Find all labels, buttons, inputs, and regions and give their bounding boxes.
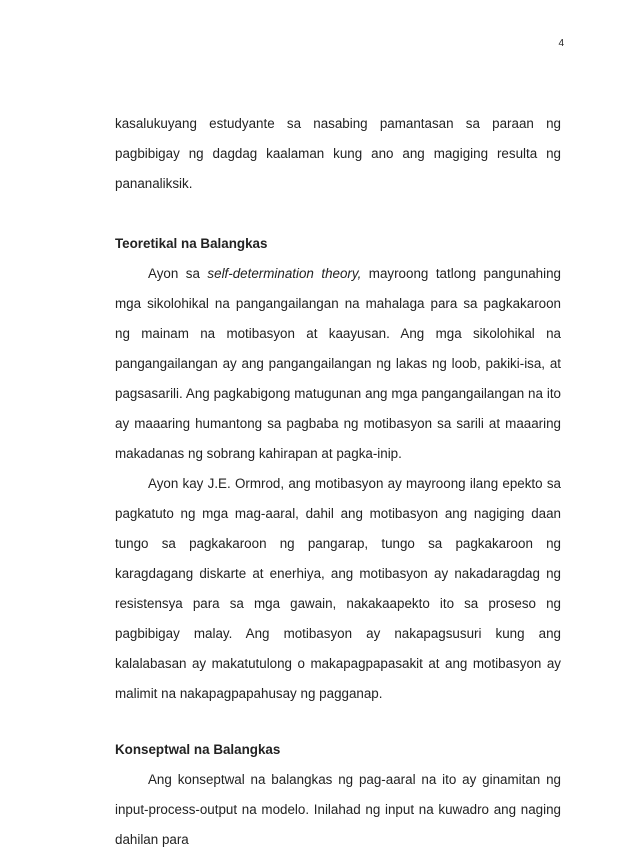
conceptual-paragraph-1: Ang konseptwal na balangkas ng pag-aaral na ito ay ginamitan ng input-process-output na modelo. Inilahad ng input na kuwadro ang naging dahilan para xyxy=(115,772,561,847)
page-number: 4 xyxy=(558,38,564,49)
theoretical-heading: Teoretikal na Balangkas xyxy=(115,236,268,251)
theoretical-p1-rest: mayroong tatlong pangunahing mga sikolohikal na pangangailangan na mahalaga para sa pagkakaroon ng mainam na motibasyon at kaayusan. Ang mga sikolohikal na pangangailangan ay ang pangangailangan ng lakas ng loob, pakiki-isa, at pagsasarili. Ang pagkabigong matugunan ang mga pangangailangan na ito ay maaaring humantong sa pagbaba ng motibasyon sa sarili at maaaring makadanas ng sobrang kahirapan at pagka-inip. xyxy=(115,266,561,461)
spacer xyxy=(115,199,561,229)
page-content xyxy=(115,109,561,855)
theoretical-paragraph-1 xyxy=(115,259,561,469)
theoretical-paragraph-2: Ayon kay J.E. Ormrod, ang motibasyon ay mayroong ilang epekto sa pagkatuto ng mga mag-aaral, dahil ang motibasyon ang nagiging daan tungo sa pagkakaroon ng pangarap, tungo sa pagkakaroon ng karagdagang diskarte at enerhiya, ang motibasyon ay nakadaragdag ng resistensya para sa mga gawain, nakakaapekto ito sa proseso ng pagbibigay malay. Ang motibasyon ay nakapagsusuri kung ang kalalabasan ay makatutulong o makapagpapasakit at ang motibasyon ay malimit na nakapagpapahusay ng pagganap. xyxy=(115,476,561,701)
theoretical-p1-prefix: Ayon sa xyxy=(148,266,208,281)
theory-name: self-determination theory, xyxy=(207,266,362,281)
conceptual-heading: Konseptwal na Balangkas xyxy=(115,742,281,757)
spacer xyxy=(115,709,561,735)
intro-paragraph: kasalukuyang estudyante sa nasabing pamantasan sa paraan ng pagbibigay ng dagdag kaalaman kung ano ang magiging resulta ng pananaliksik. xyxy=(115,116,561,191)
